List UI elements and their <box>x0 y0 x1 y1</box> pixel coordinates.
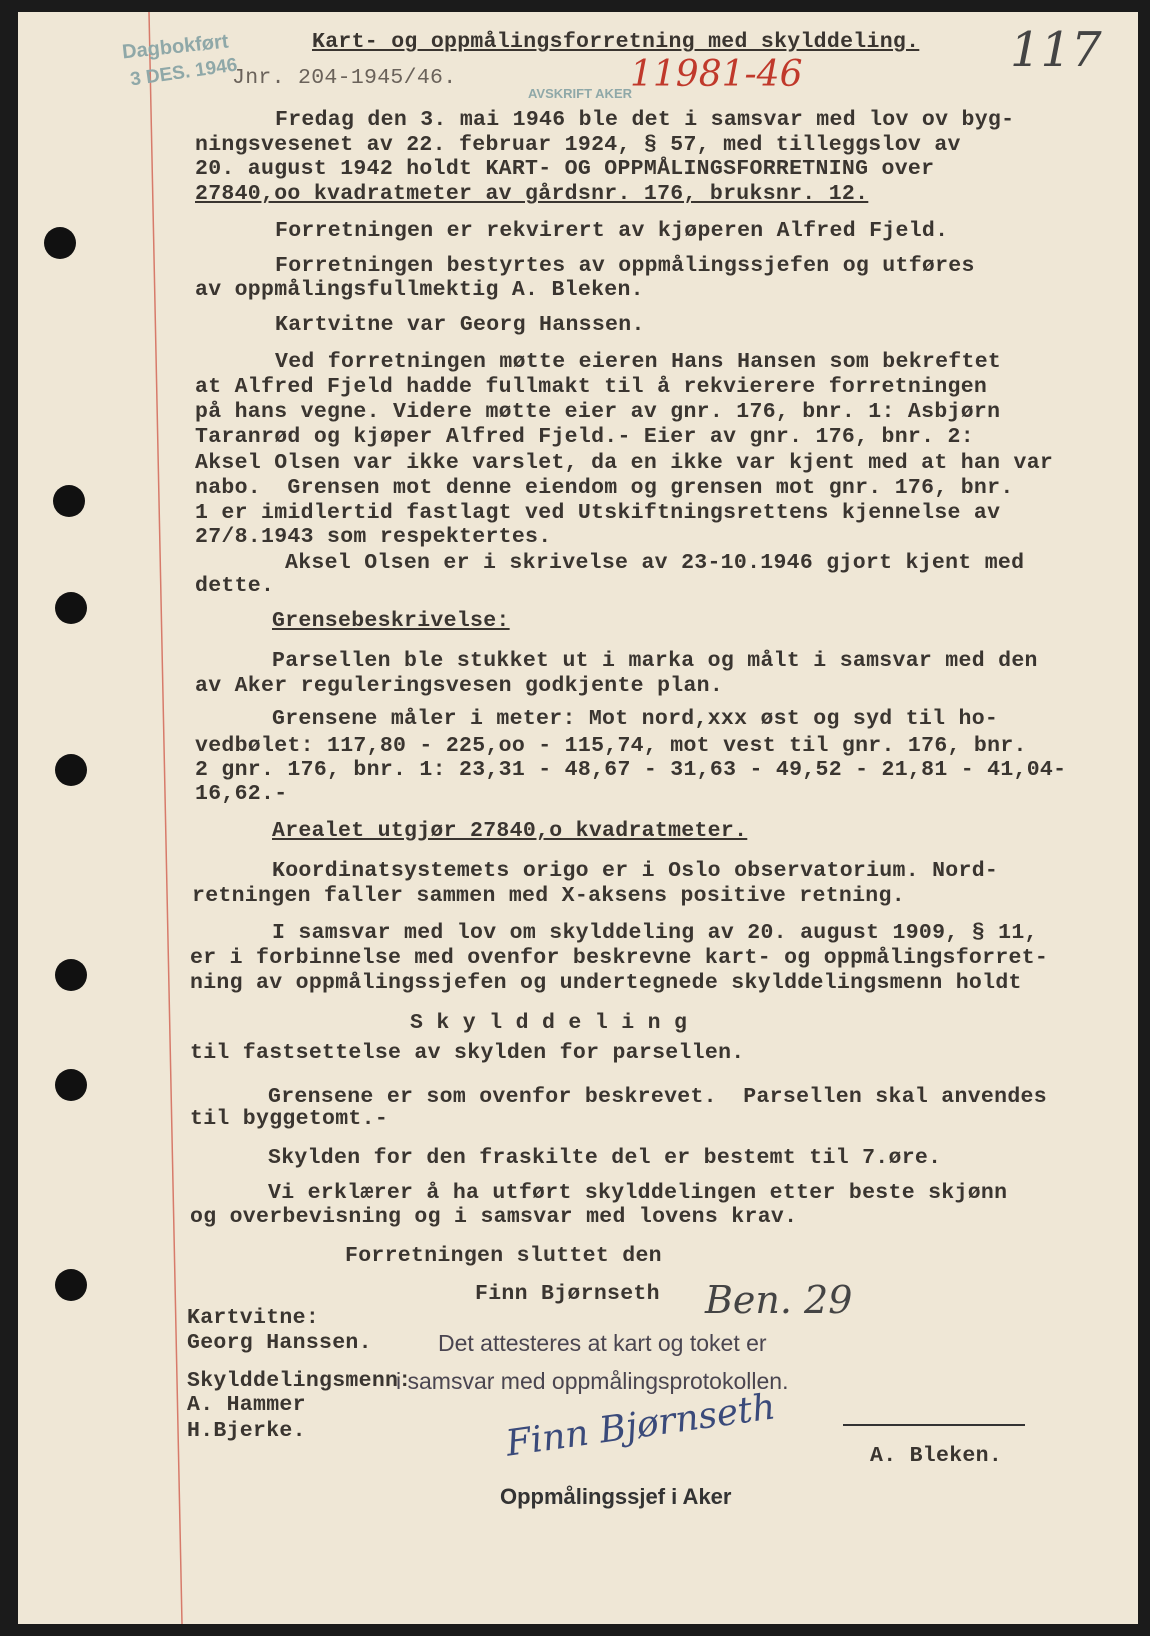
punch-hole <box>55 592 87 624</box>
text-line: 1 er imidlertid fastlagt ved Utskiftningsrettens kjennelse av <box>195 501 1001 525</box>
text-line: Vi erklærer å ha utført skylddelingen etter beste skjønn <box>268 1181 1008 1205</box>
punch-hole <box>53 485 85 517</box>
attest-stamp-line2: i samsvar med oppmålingsprotokollen. <box>396 1368 789 1394</box>
signatory-name: Finn Bjørnseth <box>475 1282 660 1306</box>
text-line: Parsellen ble stukket ut i marka og målt i samsvar med den <box>272 649 1038 673</box>
punch-hole <box>55 754 87 786</box>
text-line: Grensene er som ovenfor beskrevet. Parsellen skal anvendes <box>268 1085 1047 1109</box>
text-line: Ved forretningen møtte eieren Hans Hansen som bekreftet <box>275 350 1002 374</box>
dagbok-stamp: Dagbokført <box>121 30 230 64</box>
text-line: ningsvesenet av 22. februar 1924, § 57, med tilleggslov av <box>195 133 961 157</box>
case-number: 11981-46 <box>630 54 803 95</box>
attest-stamp-line1: Det attesteres at kart og toket er <box>438 1330 767 1356</box>
page-number: 117 <box>1010 22 1102 78</box>
text-line: 16,62.- <box>195 782 288 806</box>
dagbok-stamp-date: 3 DES. 1946 <box>128 54 239 91</box>
punch-hole <box>55 1269 87 1301</box>
text-line: er i forbinnelse med ovenfor beskrevne kart- og oppmålingsforret- <box>190 946 1049 970</box>
handwritten-signature: Finn Bjørnseth <box>503 1386 778 1465</box>
text-line: ning av oppmålingssjefen og undertegnede skylddelingsmenn holdt <box>190 971 1022 995</box>
text-line: til fastsettelse av skylden for parsellen. <box>190 1041 745 1065</box>
avskrift-stamp: AVSKRIFT AKER <box>528 86 632 101</box>
text-line: av oppmålingsfullmektig A. Bleken. <box>195 278 644 302</box>
text-line: Aksel Olsen er i skrivelse av 23-10.1946 gjort kjent med <box>285 551 1025 575</box>
text-line: på hans vegne. Videre møtte eier av gnr. 176, bnr. 1: Asbjørn <box>195 400 1001 424</box>
text-line: Forretningen bestyrtes av oppmålingssjefen og utføres <box>275 254 975 278</box>
text-line: Forretningen sluttet den <box>345 1244 662 1268</box>
text-line: av Aker reguleringsvesen godkjente plan. <box>195 674 724 698</box>
text-line: Aksel Olsen var ikke varslet, da en ikke var kjent med at han var <box>195 451 1054 475</box>
text-line: Skylddelingsmenn: <box>187 1369 412 1393</box>
text-line: 2 gnr. 176, bnr. 1: 23,31 - 48,67 - 31,63 - 49,52 - 21,81 - 41,04- <box>195 758 1067 782</box>
text-line: Kartvitne: <box>187 1306 320 1330</box>
signature-stamp: Oppmålingssjef i Aker <box>500 1484 732 1509</box>
text-line: vedbølet: 117,80 - 225,oo - 115,74, mot vest til gnr. 176, bnr. <box>195 734 1027 758</box>
text-line: I samsvar med lov om skylddeling av 20. august 1909, § 11, <box>272 921 1038 945</box>
handwritten-note: Ben. 29 <box>705 1278 853 1322</box>
section-heading: Grensebeskrivelse: <box>272 609 510 633</box>
text-line: Koordinatsystemets origo er i Oslo observatorium. Nord- <box>272 859 999 883</box>
text-line: H.Bjerke. <box>187 1419 306 1443</box>
text-line: til byggetomt.- <box>190 1107 389 1131</box>
text-line: Taranrød og kjøper Alfred Fjeld.- Eier av gnr. 176, bnr. 2: <box>195 425 974 449</box>
signature-line <box>843 1424 1025 1426</box>
text-line: Forretningen er rekvirert av kjøperen Alfred Fjeld. <box>275 219 949 243</box>
text-line: 27840,oo kvadratmeter av gårdsnr. 176, bruksnr. 12. <box>195 182 869 206</box>
text-line: at Alfred Fjeld hadde fullmakt til å rekvierere forretningen <box>195 375 988 399</box>
text-line: nabo. Grensen mot denne eiendom og grensen mot gnr. 176, bnr. <box>195 476 1014 500</box>
punch-hole <box>55 1069 87 1101</box>
text-line: Georg Hanssen. <box>187 1331 372 1355</box>
text-line: Kartvitne var Georg Hanssen. <box>275 313 645 337</box>
section-heading: S k y l d d e l i n g <box>410 1011 688 1035</box>
punch-hole <box>55 959 87 991</box>
punch-hole <box>44 227 76 259</box>
journal-number: Jnr. 204-1945/46. <box>232 66 457 90</box>
section-heading: Arealet utgjør 27840,o kvadratmeter. <box>272 819 748 843</box>
text-line: 27/8.1943 som respektertes. <box>195 525 552 549</box>
text-line: Fredag den 3. mai 1946 ble det i samsvar med lov ov byg- <box>275 108 1015 132</box>
text-line: A. Hammer <box>187 1393 306 1417</box>
document-title: Kart- og oppmålingsforretning med skylddeling. <box>312 30 920 54</box>
text-line: Grensene måler i meter: Mot nord,xxx øst og syd til ho- <box>272 707 999 731</box>
text-line: dette. <box>195 574 275 598</box>
text-line: Skylden for den fraskilte del er bestemt til 7.øre. <box>268 1146 942 1170</box>
text-line: retningen faller sammen med X-aksens positive retning. <box>192 884 905 908</box>
text-line: 20. august 1942 holdt KART- OG OPPMÅLINGSFORRETNING over <box>195 157 935 181</box>
signatory-name: A. Bleken. <box>870 1444 1003 1468</box>
text-line: og overbevisning og i samsvar med lovens krav. <box>190 1205 798 1229</box>
